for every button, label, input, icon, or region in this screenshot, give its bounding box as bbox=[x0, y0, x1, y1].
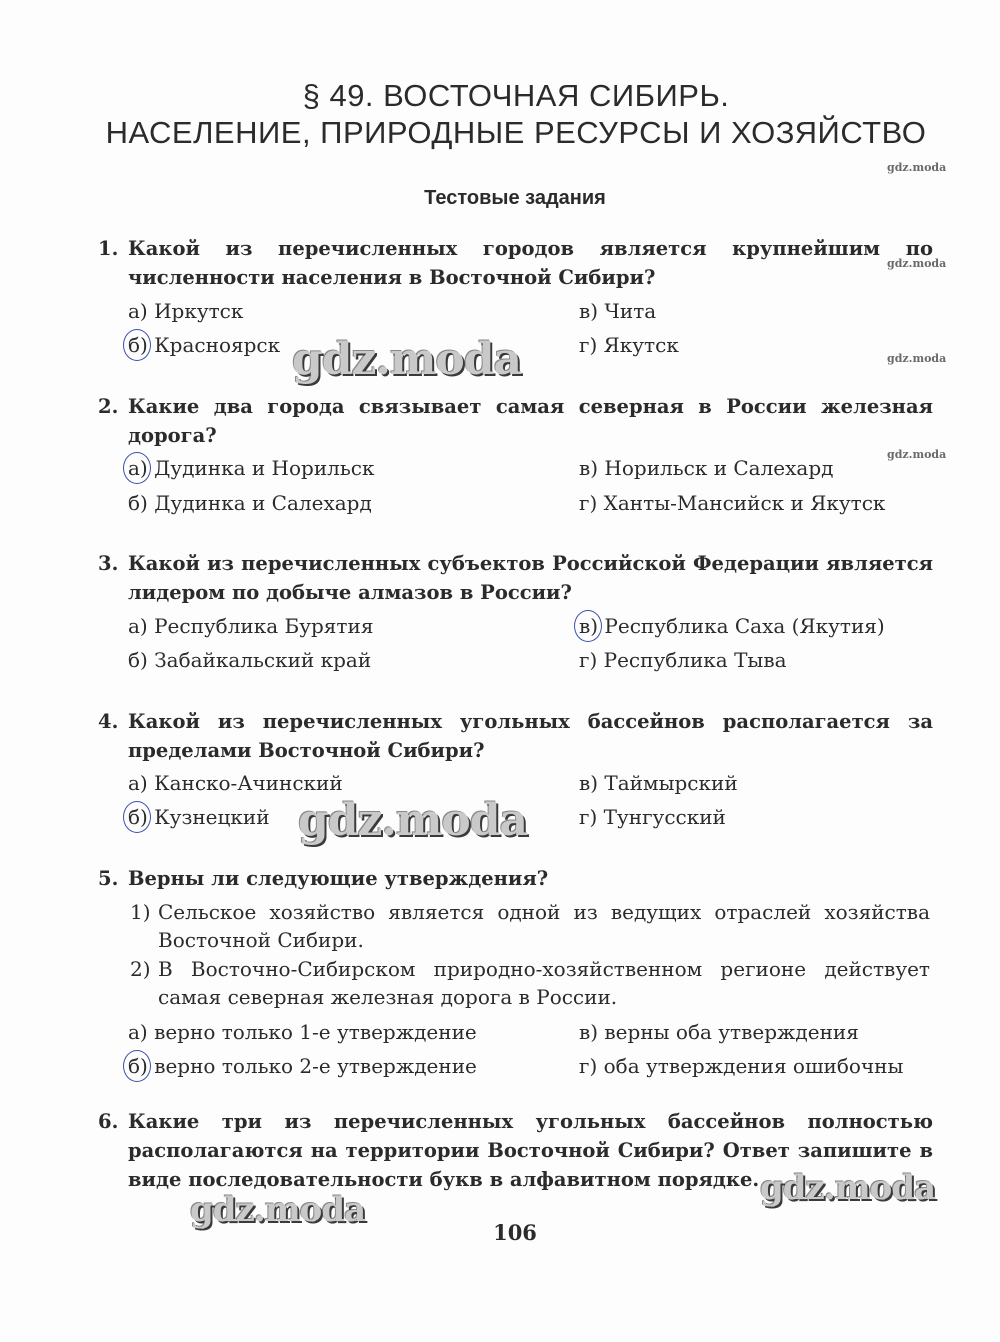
answer-option: а) Канско-Ачинский bbox=[128, 771, 343, 795]
answer-option: в) Норильск и Салехард bbox=[579, 456, 834, 480]
statement-2 bbox=[130, 955, 930, 1011]
answer-option-selected: б) верно только 2-е утверждение bbox=[128, 1054, 477, 1078]
statement-text: В Восточно-Сибирском природно-хозяйственном регионе действует самая северная железная дорога в России. bbox=[158, 957, 930, 1009]
question-number: 2. bbox=[98, 395, 119, 418]
section-title-line1: § 49. ВОСТОЧНАЯ СИБИРЬ. bbox=[302, 78, 730, 113]
watermark-large: gdz.moda bbox=[298, 795, 528, 846]
question-text: Какие два города связывает самая северная в России железная дорога? bbox=[128, 395, 933, 447]
statement-number: 1) bbox=[130, 900, 151, 924]
question-number: 3. bbox=[98, 552, 119, 575]
answer-option: г) Ханты-Мансийск и Якутск bbox=[579, 491, 886, 515]
question-number: 5. bbox=[98, 867, 119, 890]
question-2 bbox=[98, 392, 933, 450]
answer-option: а) Республика Бурятия bbox=[128, 614, 374, 638]
answer-option: а) Иркутск bbox=[128, 299, 244, 323]
question-text: Верны ли следующие утверждения? bbox=[128, 867, 549, 890]
question-text: Какой из перечисленных городов является крупнейшим по численности населения в Восточной Сибири? bbox=[128, 237, 933, 289]
answer-option-selected: а) Дудинка и Норильск bbox=[128, 456, 375, 480]
question-5 bbox=[98, 864, 933, 893]
statement-1 bbox=[130, 898, 930, 954]
answer-option-selected: б) Кузнецкий bbox=[128, 805, 270, 829]
question-1 bbox=[98, 234, 933, 292]
page-number: 106 bbox=[493, 1220, 537, 1245]
answer-option: в) верны оба утверждения bbox=[579, 1020, 859, 1044]
question-3 bbox=[98, 549, 933, 607]
watermark-large: gdz.moda bbox=[292, 334, 522, 385]
question-4 bbox=[98, 707, 933, 765]
question-text: Какой из перечисленных угольных бассейнов располагается за пределами Восточной Сибири? bbox=[128, 710, 933, 762]
answer-mark-circle bbox=[123, 801, 151, 833]
watermark-large: gdz.moda bbox=[760, 1168, 936, 1208]
watermark-small: gdz.moda bbox=[887, 161, 947, 174]
answer-option: б) Дудинка и Салехард bbox=[128, 491, 372, 515]
answer-mark-circle bbox=[574, 610, 602, 642]
answer-option-selected: в) Республика Саха (Якутия) bbox=[579, 614, 885, 638]
watermark-small: gdz.moda bbox=[887, 352, 947, 365]
answer-option: в) Чита bbox=[579, 299, 657, 323]
answer-option: б) Забайкальский край bbox=[128, 648, 372, 672]
answer-mark-circle bbox=[123, 452, 151, 484]
watermark-large: gdz.moda bbox=[190, 1190, 366, 1230]
section-title-line2: НАСЕЛЕНИЕ, ПРИРОДНЫЕ РЕСУРСЫ И ХОЗЯЙСТВО bbox=[105, 115, 927, 150]
answer-option: а) верно только 1-е утверждение bbox=[128, 1020, 477, 1044]
statement-text: Сельское хозяйство является одной из ведущих отраслей хозяйства Восточной Сибири. bbox=[158, 900, 930, 952]
answer-option: в) Таймырский bbox=[579, 771, 738, 795]
question-number: 1. bbox=[98, 237, 119, 260]
answer-option: г) Республика Тыва bbox=[579, 648, 787, 672]
answer-mark-circle bbox=[123, 329, 151, 361]
question-text: Какие три из перечисленных угольных бассейнов полностью располагаются на территории Восточной Сибири? Ответ запишите в виде последовательности букв в алфавитном порядке. bbox=[128, 1110, 933, 1191]
answer-mark-circle bbox=[123, 1050, 151, 1082]
answer-option: г) Тунгусский bbox=[579, 805, 726, 829]
question-text: Какой из перечисленных субъектов Российской Федерации является лидером по добыче алмазов в России? bbox=[128, 552, 933, 604]
statement-number: 2) bbox=[130, 957, 151, 981]
question-number: 6. bbox=[98, 1110, 119, 1133]
watermark-small: gdz.moda bbox=[887, 257, 947, 270]
answer-option: г) оба утверждения ошибочны bbox=[579, 1054, 904, 1078]
watermark-small: gdz.moda bbox=[887, 448, 947, 461]
answer-option-selected: б) Красноярск bbox=[128, 333, 281, 357]
question-number: 4. bbox=[98, 710, 119, 733]
section-subtitle: Тестовые задания bbox=[424, 187, 606, 209]
answer-option: г) Якутск bbox=[579, 333, 679, 357]
